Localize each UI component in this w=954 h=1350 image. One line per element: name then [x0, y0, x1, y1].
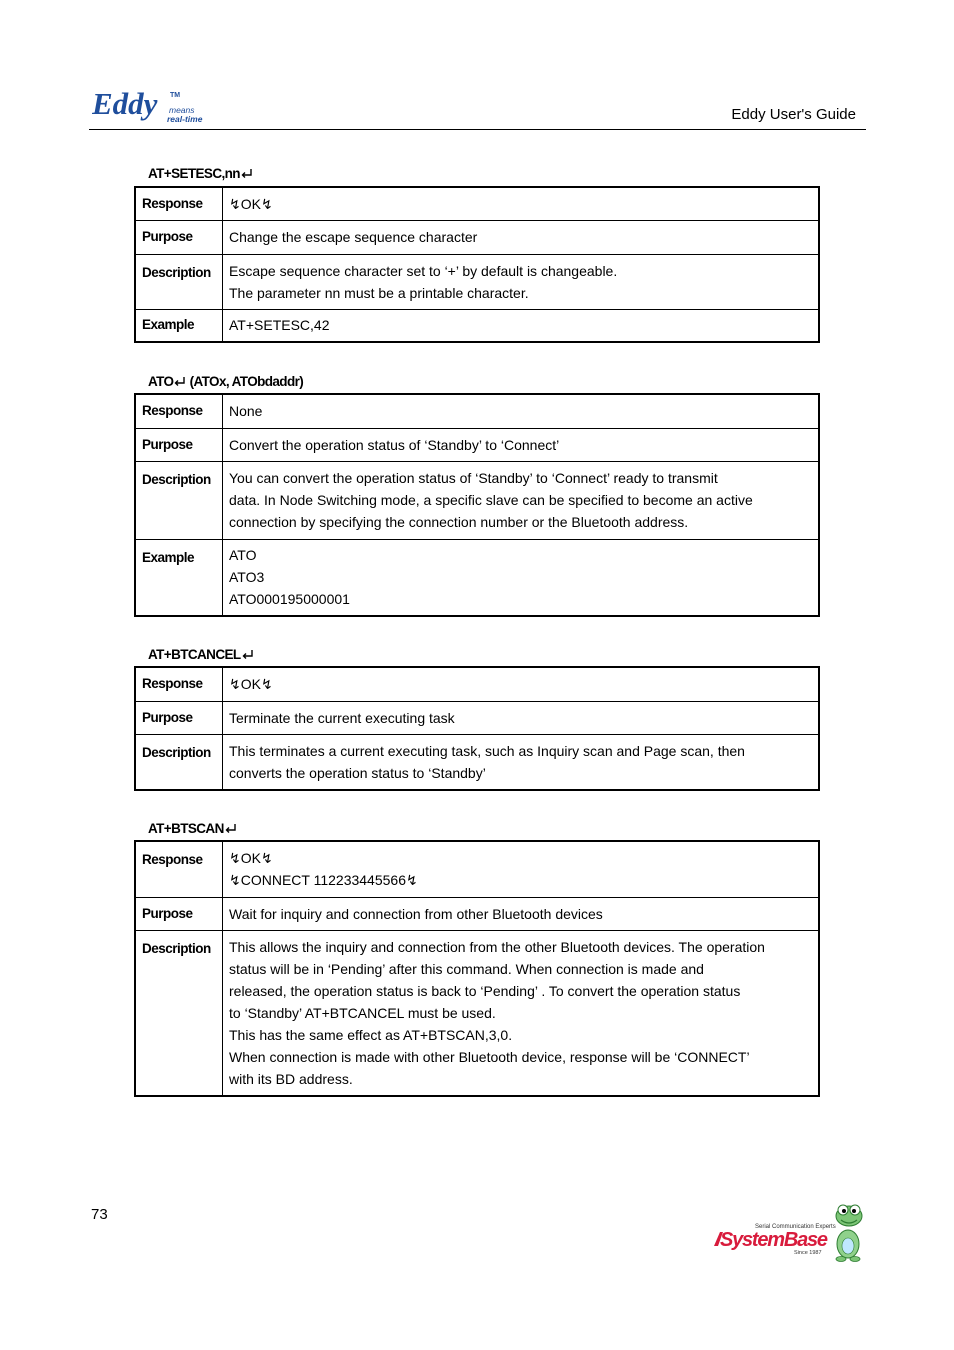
value-line: data. In Node Switching mode, a specific slave can be specified to become an active [229, 492, 753, 508]
section-title-ato [148, 374, 303, 389]
row-value [223, 841, 820, 897]
value-line: released, the operation status is back to ‘Pending’ . To convert the operation status [229, 982, 741, 999]
row-label: Response [135, 187, 223, 220]
command-table-btscan [134, 840, 820, 1097]
brand-since: Since 1987 [794, 1250, 822, 1256]
table-row [135, 187, 819, 220]
row-value [223, 667, 820, 701]
table-row [135, 930, 819, 1096]
value-line: The parameter nn must be a printable character. [229, 284, 529, 301]
row-value [223, 394, 820, 428]
row-label: Example [135, 309, 223, 342]
value-line: converts the operation status to ‘Standby’ [229, 764, 486, 781]
table-row [135, 701, 819, 734]
row-value [223, 254, 820, 309]
table-row [135, 394, 819, 428]
value-line: Escape sequence character set to ‘+’ by default is changeable. [229, 262, 618, 279]
value-line: ATO3 [229, 569, 265, 586]
table-row [135, 309, 819, 342]
row-value [223, 930, 820, 1096]
systembase-logo [712, 1202, 868, 1262]
value-line: status will be in ‘Pending’ after this command. When connection is made and [229, 960, 704, 977]
header-divider [89, 129, 866, 130]
eddy-logo [92, 86, 222, 126]
section-title-btcancel [148, 647, 254, 662]
logo-tagline-2: real-time [167, 114, 203, 124]
row-label: Description [135, 930, 223, 1096]
return-arrow-icon [242, 650, 254, 660]
value-line: This allows the inquiry and connection from the other Bluetooth devices. The operation [229, 938, 765, 955]
row-value [223, 701, 820, 734]
brand-name: SystemBase [720, 1229, 828, 1251]
command-table-btcancel [134, 666, 820, 791]
row-label: Response [135, 394, 223, 428]
row-label: Description [135, 254, 223, 309]
command-name: AT+SETESC,nn [148, 166, 240, 181]
row-label: Description [135, 734, 223, 790]
row-value [223, 734, 820, 790]
row-label: Response [135, 667, 223, 701]
command-table-ato [134, 393, 820, 617]
value-line: When connection is made with other Bluetooth device, response will be ‘CONNECT’ [229, 1048, 750, 1065]
value-line: None [229, 403, 263, 420]
logo-word: Eddy [92, 86, 158, 121]
frog-mascot-icon [836, 1205, 862, 1262]
value-line: This terminates a current executing task, such as Inquiry scan and Page scan, then [229, 742, 745, 759]
return-arrow-icon [225, 824, 237, 834]
table-row [135, 897, 819, 930]
table-row [135, 428, 819, 461]
value-line: ↯OK↯ [229, 676, 273, 693]
row-label: Response [135, 841, 223, 897]
page-number: 73 [91, 1206, 108, 1223]
section-title-btscan [148, 821, 237, 836]
value-line: You can convert the operation status of ‘Standby’ to ‘Connect’ ready to transmit [229, 470, 718, 486]
value-line: with its BD address. [229, 1070, 353, 1087]
value-line: Change the escape sequence character [229, 229, 478, 245]
row-label: Purpose [135, 701, 223, 734]
row-label: Description [135, 461, 223, 539]
value-line: This has the same effect as AT+BTSCAN,3,0. [229, 1026, 513, 1043]
section-title-setesc [148, 166, 253, 181]
row-value [223, 539, 820, 616]
row-value [223, 220, 820, 254]
row-value [223, 461, 820, 539]
row-label: Purpose [135, 220, 223, 254]
row-label: Purpose [135, 897, 223, 930]
table-row [135, 254, 819, 309]
table-row [135, 667, 819, 701]
table-row [135, 734, 819, 790]
table-row [135, 841, 819, 897]
value-line: Wait for inquiry and connection from other Bluetooth devices [229, 905, 603, 922]
document-title: Eddy User's Guide [731, 106, 856, 123]
command-name: AT+BTSCAN [148, 821, 224, 836]
command-table-setesc [134, 186, 820, 343]
table-row [135, 539, 819, 616]
value-line: AT+SETESC,42 [229, 317, 330, 334]
row-value [223, 309, 820, 342]
value-line: to ‘Standby’ AT+BTCANCEL must be used. [229, 1004, 496, 1021]
value-line: ATO000195000001 [229, 591, 350, 608]
logo-tagline-1: means [169, 105, 195, 115]
row-value [223, 897, 820, 930]
table-row [135, 220, 819, 254]
brand-tagline: Serial Communication Experts [755, 1224, 836, 1230]
row-value [223, 187, 820, 220]
return-arrow-icon [241, 169, 253, 179]
row-value [223, 428, 820, 461]
row-label: Example [135, 539, 223, 616]
value-line: ↯OK↯ [229, 195, 273, 212]
value-line: ↯CONNECT 112233445566↯ [229, 872, 418, 889]
command-name: ATO [148, 374, 174, 389]
value-line: ↯OK↯ [229, 850, 273, 867]
return-arrow-icon [174, 377, 186, 387]
value-line: Terminate the current executing task [229, 709, 455, 726]
value-line: ATO [229, 547, 257, 564]
logo-tm: TM [170, 92, 181, 99]
command-variants: (ATOx, ATObdaddr) [186, 374, 304, 389]
command-name: AT+BTCANCEL [148, 647, 241, 662]
value-line: Convert the operation status of ‘Standby’ to ‘Connect’ [229, 436, 560, 453]
value-line: connection by specifying the connection number or the Bluetooth address. [229, 514, 689, 530]
table-row [135, 461, 819, 539]
row-label: Purpose [135, 428, 223, 461]
